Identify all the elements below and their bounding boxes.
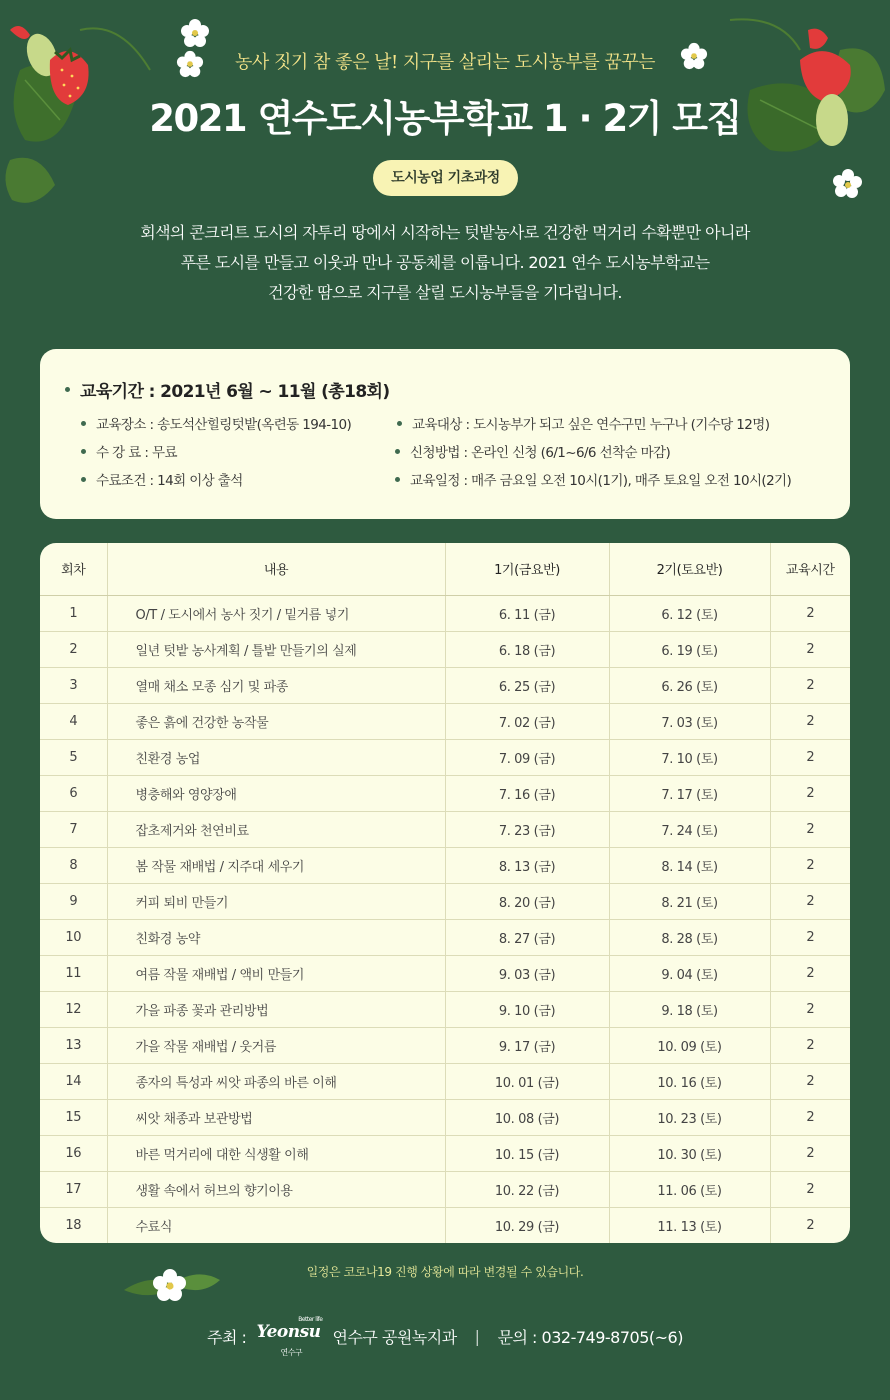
session-number: 14 — [40, 1063, 107, 1099]
saturday-date: 6. 12 (토) — [609, 595, 770, 631]
session-hours: 2 — [770, 1171, 850, 1207]
saturday-date: 7. 10 (토) — [609, 739, 770, 775]
info-period: 교육기간 : 2021년 6월 ~ 11월 (총18회) — [80, 377, 390, 402]
session-number: 15 — [40, 1099, 107, 1135]
table-row — [40, 703, 850, 739]
session-number: 3 — [40, 667, 107, 703]
table-row — [40, 1207, 850, 1243]
friday-date: 10. 29 (금) — [445, 1207, 609, 1243]
friday-date: 6. 25 (금) — [445, 667, 609, 703]
saturday-date: 7. 17 (토) — [609, 775, 770, 811]
session-content: 씨앗 채종과 보관방법 — [107, 1099, 445, 1135]
saturday-date: 7. 03 (토) — [609, 703, 770, 739]
page-title: 2021 연수도시농부학교 1 · 2기 모집 — [149, 97, 741, 140]
session-content: 가을 작물 재배법 / 웃거름 — [107, 1027, 445, 1063]
session-content: 친화경 농약 — [107, 919, 445, 955]
table-row — [40, 739, 850, 775]
session-number: 9 — [40, 883, 107, 919]
intro-line: 푸른 도시를 만들고 이웃과 만나 공동체를 이룹니다. 2021 연수 도시농부학교는 — [180, 253, 710, 272]
table-row — [40, 775, 850, 811]
session-hours: 2 — [770, 1063, 850, 1099]
table-row — [40, 631, 850, 667]
table-row — [40, 991, 850, 1027]
session-number: 12 — [40, 991, 107, 1027]
saturday-date: 11. 13 (토) — [609, 1207, 770, 1243]
session-number: 10 — [40, 919, 107, 955]
session-content: 종자의 특성과 씨앗 파종의 바른 이해 — [107, 1063, 445, 1099]
saturday-date: 9. 18 (토) — [609, 991, 770, 1027]
info-fee: 수 강 료 : 무료 — [96, 441, 177, 461]
session-content: 생활 속에서 허브의 향기이용 — [107, 1171, 445, 1207]
friday-date: 9. 17 (금) — [445, 1027, 609, 1063]
session-content: 커피 퇴비 만들기 — [107, 883, 445, 919]
footer — [0, 1316, 890, 1356]
table-header-row — [40, 543, 850, 595]
session-number: 6 — [40, 775, 107, 811]
session-content: 봄 작물 재배법 / 지주대 세우기 — [107, 847, 445, 883]
friday-date: 7. 16 (금) — [445, 775, 609, 811]
table-row — [40, 595, 850, 631]
info-apply: 신청방법 : 온라인 신청 (6/1~6/6 선착순 마감) — [410, 441, 670, 461]
friday-date: 7. 02 (금) — [445, 703, 609, 739]
session-hours: 2 — [770, 595, 850, 631]
session-number: 17 — [40, 1171, 107, 1207]
saturday-date: 6. 19 (토) — [609, 631, 770, 667]
info-completion: 수료조건 : 14회 이상 출석 — [96, 469, 243, 489]
info-target: 교육대상 : 도시농부가 되고 싶은 연수구민 누구나 (기수당 12명) — [412, 413, 769, 433]
session-content: 수료식 — [107, 1207, 445, 1243]
saturday-date: 10. 16 (토) — [609, 1063, 770, 1099]
session-hours: 2 — [806, 1217, 815, 1233]
session-content: 일년 텃밭 농사계획 / 틀밭 만들기의 실제 — [107, 631, 445, 667]
session-content: 좋은 흙에 건강한 농작물 — [107, 703, 445, 739]
session-hours: 2 — [770, 811, 850, 847]
session-content: O/T / 도시에서 농사 짓기 / 밑거름 넣기 — [107, 595, 445, 631]
session-number: 7 — [40, 811, 107, 847]
white-flower-icon — [180, 18, 210, 48]
schedule-table — [40, 543, 850, 1243]
saturday-date: 10. 23 (토) — [609, 1099, 770, 1135]
session-number: 4 — [40, 703, 107, 739]
friday-date: 10. 08 (금) — [445, 1099, 609, 1135]
saturday-date: 9. 04 (토) — [609, 955, 770, 991]
session-hours: 2 — [770, 1099, 850, 1135]
friday-date: 9. 03 (금) — [445, 955, 609, 991]
session-hours: 2 — [770, 955, 850, 991]
friday-date: 10. 22 (금) — [445, 1171, 609, 1207]
table-row — [40, 883, 850, 919]
column-header-hours: 교육시간 — [770, 543, 850, 595]
session-content: 바른 먹거리에 대한 식생활 이해 — [107, 1135, 445, 1171]
session-hours: 2 — [770, 1135, 850, 1171]
saturday-date: 8. 14 (토) — [609, 847, 770, 883]
session-hours: 2 — [770, 739, 850, 775]
friday-date: 8. 13 (금) — [445, 847, 609, 883]
friday-date: 8. 27 (금) — [445, 919, 609, 955]
session-hours: 2 — [770, 631, 850, 667]
footer-separator: | — [474, 1326, 480, 1346]
column-header-saturday-class: 2기(토요반) — [609, 543, 770, 595]
session-content: 열매 채소 모종 심기 및 파종 — [107, 667, 445, 703]
info-place: 교육장소 : 송도석산힐링텃밭(옥련동 194-10) — [96, 413, 351, 433]
session-number: 5 — [40, 739, 107, 775]
friday-date: 10. 15 (금) — [445, 1135, 609, 1171]
session-content: 친환경 농업 — [107, 739, 445, 775]
intro-text — [0, 218, 890, 308]
friday-date: 6. 18 (금) — [445, 631, 609, 667]
table-row — [40, 1099, 850, 1135]
intro-line: 건강한 땀으로 지구를 살릴 도시농부들을 기다립니다. — [268, 283, 622, 302]
session-number: 1 — [40, 595, 107, 631]
session-hours: 2 — [770, 1027, 850, 1063]
table-row — [40, 847, 850, 883]
session-number: 8 — [40, 847, 107, 883]
header-subtitle: 농사 짓기 참 좋은 날! 지구를 살리는 도시농부를 꿈꾸는 — [234, 52, 656, 73]
logo-tagline: Better life — [298, 1316, 323, 1323]
table-row — [40, 955, 850, 991]
table-row — [40, 1063, 850, 1099]
saturday-date: 8. 28 (토) — [609, 919, 770, 955]
column-header-friday-class: 1기(금요반) — [445, 543, 609, 595]
session-hours: 2 — [770, 847, 850, 883]
friday-date: 10. 01 (금) — [445, 1063, 609, 1099]
column-header-content: 내용 — [107, 543, 445, 595]
saturday-date: 10. 30 (토) — [609, 1135, 770, 1171]
session-content: 여름 작물 재배법 / 액비 만들기 — [107, 955, 445, 991]
session-hours: 2 — [770, 883, 850, 919]
session-content: 가을 파종 꽃과 관리방법 — [107, 991, 445, 1027]
session-hours: 2 — [770, 919, 850, 955]
course-badge: 도시농업 기초과정 — [373, 160, 518, 196]
host-label: 주최 : — [207, 1327, 247, 1347]
saturday-date: 7. 24 (토) — [609, 811, 770, 847]
friday-date: 9. 10 (금) — [445, 991, 609, 1027]
yeonsu-logo — [256, 1316, 322, 1356]
intro-line: 회색의 콘크리트 도시의 자투리 땅에서 시작하는 텃밭농사로 건강한 먹거리 수확뿐만 아니라 — [140, 223, 750, 242]
friday-date: 7. 23 (금) — [445, 811, 609, 847]
friday-date: 8. 20 (금) — [445, 883, 609, 919]
table-row — [40, 1027, 850, 1063]
session-number: 18 — [40, 1207, 107, 1243]
table-row — [40, 667, 850, 703]
contact-phone: 문의 : 032-749-8705(~6) — [497, 1327, 683, 1347]
session-content: 병충해와 영양장애 — [107, 775, 445, 811]
session-number: 13 — [40, 1027, 107, 1063]
info-schedule: 교육일정 : 매주 금요일 오전 10시(1기), 매주 토요일 오전 10시(2기) — [410, 469, 791, 489]
session-number: 2 — [40, 631, 107, 667]
saturday-date: 10. 09 (토) — [609, 1027, 770, 1063]
table-row — [40, 1135, 850, 1171]
session-content: 잡초제거와 천연비료 — [107, 811, 445, 847]
friday-date: 7. 09 (금) — [445, 739, 609, 775]
column-header-session: 회차 — [40, 543, 107, 595]
host-organization: 연수구 공원녹지과 — [332, 1327, 457, 1347]
schedule-note: 일정은 코로나19 진행 상황에 따라 변경될 수 있습니다. — [306, 1265, 584, 1279]
saturday-date: 6. 26 (토) — [609, 667, 770, 703]
session-hours: 2 — [770, 775, 850, 811]
table-row — [40, 811, 850, 847]
session-hours: 2 — [770, 703, 850, 739]
logo-subtext: 연수구 — [280, 1348, 303, 1357]
table-row — [40, 919, 850, 955]
saturday-date: 8. 21 (토) — [609, 883, 770, 919]
session-number: 11 — [40, 955, 107, 991]
info-panel — [40, 349, 850, 519]
friday-date: 6. 11 (금) — [445, 595, 609, 631]
logo-wordmark: Yeonsu — [256, 1322, 321, 1342]
saturday-date: 11. 06 (토) — [609, 1171, 770, 1207]
session-number: 16 — [40, 1135, 107, 1171]
table-row — [40, 1171, 850, 1207]
session-hours: 2 — [770, 991, 850, 1027]
session-hours: 2 — [770, 667, 850, 703]
